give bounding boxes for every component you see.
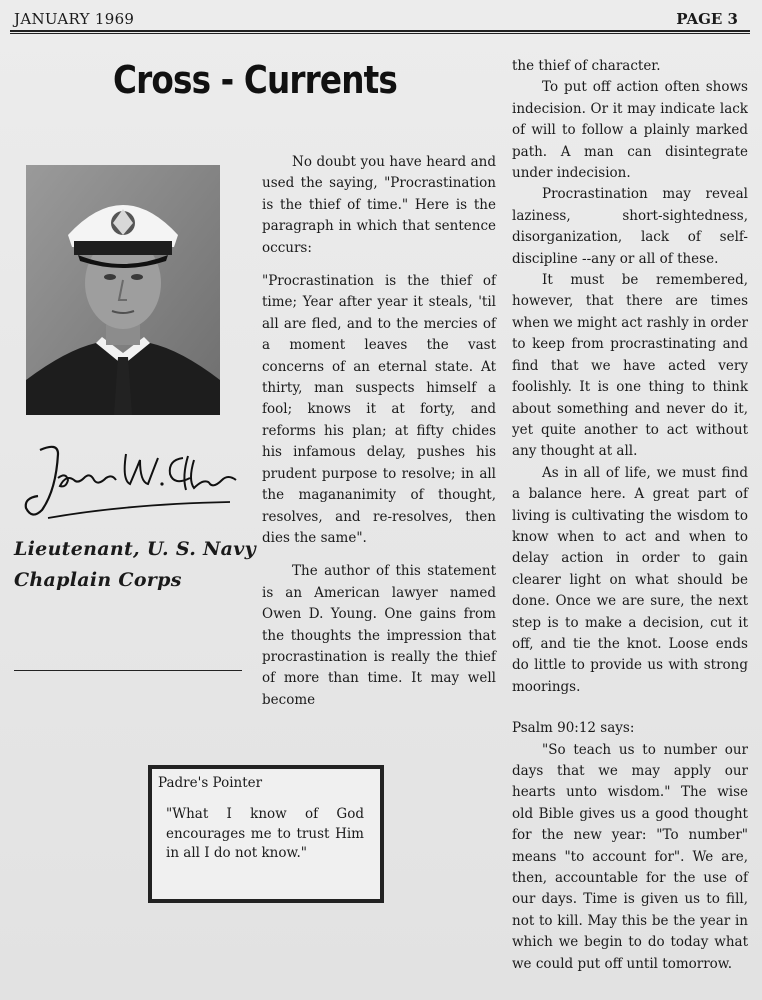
scripture-reference: Psalm 90:12 says: bbox=[512, 720, 635, 737]
paragraph: It must be remembered, however, that there are times when we might act rashly in order to keep from procrastinating and find that we have acted very foolishly. It is one thing to think about something and never do it, yet quite another to act without any thought at all. bbox=[512, 272, 748, 460]
paragraph: "So teach us to number our days that we may apply our hearts unto wisdom." The wise old Bible gives us a good thought for the new year: "To number" means "to account for". We are, then, accountable for the use of our days. Time is given us to fill, not to kill. May this be the year in which we begin to do today what we could put off until tomorrow. bbox=[512, 741, 748, 972]
column-title: Cross - Currents bbox=[113, 58, 398, 102]
paragraph: Procrastination may reveal laziness, short-sightedness, disorganization, lack of self-discipline --any or all of these. bbox=[512, 186, 748, 267]
author-photo bbox=[26, 165, 220, 415]
header-rule-thin bbox=[10, 33, 750, 34]
paragraph: The author of this statement is an American lawyer named Owen D. Young. One gains from the thoughts the impression that procrastination is really the thief of more than time. It may well become bbox=[262, 563, 496, 708]
page-number: PAGE 3 bbox=[676, 10, 738, 28]
author-signature bbox=[18, 440, 240, 525]
rank-line-2: Chaplain Corps bbox=[14, 569, 182, 591]
paragraph: To put off action often shows indecision. Or it may indicate lack of will to follow a plainly marked path. A man can disintegrate under indecision. bbox=[512, 79, 748, 182]
padres-pointer-box bbox=[148, 765, 384, 903]
portrait-image bbox=[26, 165, 220, 415]
pointer-title: Padre's Pointer bbox=[158, 775, 263, 791]
author-rank bbox=[14, 534, 256, 596]
header-rule bbox=[10, 30, 750, 32]
issue-date: JANUARY 1969 bbox=[14, 10, 135, 28]
middle-column bbox=[262, 152, 496, 711]
rank-line-1: Lieutenant, U. S. Navy bbox=[14, 538, 256, 560]
paragraph: No doubt you have heard and used the saying, "Procrastination is the thief of time." Here is the paragraph in which that sentence occurs: bbox=[262, 154, 496, 256]
paragraph: As in all of life, we must find a balance here. A great part of living is cultivating the wisdom to know when to act and when to delay action in order to gain clearer light on what should be done. Once we are sure, the next step is to make a decision, cut it off, and tie the knot. Loose ends do little to provide us with strong moorings. bbox=[512, 464, 748, 695]
quoted-paragraph: "Procrastination is the thief of time; Year after year it steals, 'til all are fled, and to the mercies of a moment leaves the vast concerns of an eternal state. At thirty, man suspects himself a fool; knows it at forty, and reforms his plan; at fifty chides his infamous delay, pushes his prudent purpose to resolve; in all the magananimity of thought, resolves, and re-resolves, then dies the same". bbox=[262, 273, 496, 546]
pointer-quote: "What I know of God encourages me to trust Him in all I do not know." bbox=[166, 806, 364, 861]
bleed-through-headline bbox=[440, 60, 468, 148]
left-column-rule bbox=[14, 670, 242, 671]
paragraph: the thief of character. bbox=[512, 58, 661, 74]
right-column bbox=[512, 56, 748, 975]
